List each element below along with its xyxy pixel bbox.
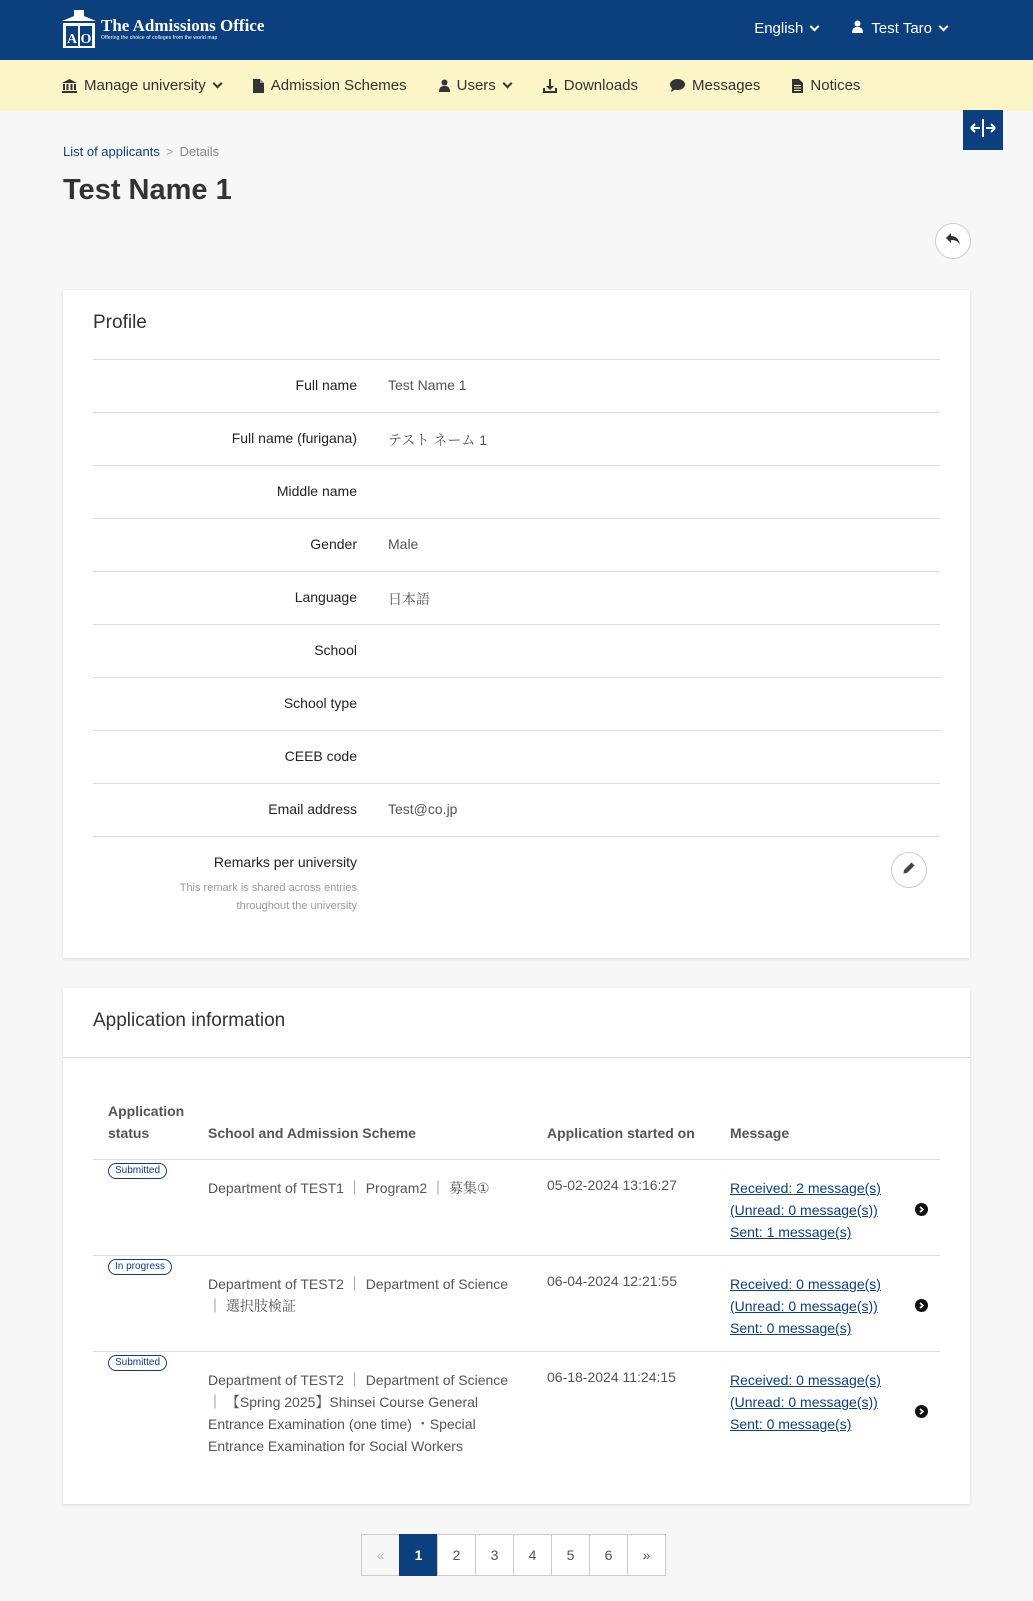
pagination-page[interactable]: 6 (589, 1534, 628, 1576)
scheme-text: Department of TEST2 ｜ Department of Science ｜ 【Spring 2025】Shinsei Course General Entrance Examination (one time) ・Special Entrance Examination for Social Workers (208, 1372, 509, 1454)
status-badge: Submitted (108, 1355, 167, 1371)
user-icon (852, 20, 863, 37)
nav-admission-schemes[interactable] (253, 77, 407, 94)
svg-text:O: O (80, 32, 92, 47)
field-label: Middle name (276, 483, 357, 499)
logo-icon (62, 10, 96, 48)
profile-row (93, 412, 940, 465)
table-header (93, 1095, 940, 1160)
field-label: Language (294, 589, 357, 605)
received-link[interactable]: Received: 2 message(s) (730, 1180, 881, 1196)
sent-link[interactable]: Sent: 0 message(s) (730, 1320, 852, 1336)
breadcrumb-current: Details (179, 144, 220, 159)
message-links (730, 1369, 881, 1435)
application-info-card (63, 988, 970, 1504)
chevron-down-icon (810, 22, 820, 32)
page-title: Test Name 1 (63, 174, 232, 206)
started-date: 06-04-2024 12:21:55 (547, 1273, 677, 1289)
chevron-right-circle-icon[interactable] (915, 1405, 928, 1418)
profile-row (93, 624, 940, 677)
table-row (93, 1256, 940, 1352)
nav-manage-university[interactable] (62, 77, 221, 94)
received-link[interactable]: Received: 0 message(s) (730, 1372, 881, 1388)
nav-label: Messages (692, 77, 761, 94)
pencil-icon (903, 861, 915, 879)
field-label: Email address (268, 801, 357, 817)
nav-label: Admission Schemes (270, 77, 407, 94)
remarks-note: This remark is shared across entries throughout the university (179, 882, 357, 912)
nav-label: Manage university (84, 77, 206, 94)
header-message: Message (730, 1125, 790, 1141)
received-link[interactable]: Received: 0 message(s) (730, 1276, 881, 1292)
chevron-down-icon (939, 22, 949, 32)
language-label: English (754, 20, 804, 37)
divider (63, 1057, 970, 1058)
remarks-row (93, 836, 940, 961)
applications-table (93, 1095, 940, 1471)
field-label: School type (283, 695, 357, 711)
field-label: Full name (295, 377, 357, 393)
profile-card (63, 290, 970, 958)
field-value: Test@co.jp (388, 801, 458, 817)
pagination-page[interactable]: 3 (475, 1534, 514, 1576)
sent-link[interactable]: Sent: 0 message(s) (730, 1416, 852, 1432)
table-row (93, 1352, 940, 1471)
message-links (730, 1273, 881, 1339)
user-menu[interactable] (852, 20, 947, 37)
remarks-label: Remarks per university (213, 854, 357, 870)
unread-link[interactable]: (Unread: 0 message(s)) (730, 1298, 878, 1314)
field-label: School (314, 642, 357, 658)
pagination-page[interactable]: 4 (513, 1534, 552, 1576)
main-nav (0, 60, 1033, 111)
scheme-text: Department of TEST1 ｜ Program2 ｜ 募集① (208, 1180, 490, 1196)
field-value: Test Name 1 (388, 377, 467, 393)
nav-users[interactable] (439, 77, 511, 94)
pagination (362, 1534, 666, 1576)
user-name: Test Taro (871, 20, 932, 37)
pagination-prev[interactable]: « (361, 1534, 400, 1576)
language-selector[interactable] (754, 20, 818, 37)
nav-downloads[interactable] (543, 77, 638, 94)
svg-text:A: A (66, 32, 78, 47)
profile-row (93, 730, 940, 783)
breadcrumb (63, 144, 219, 159)
profile-row (93, 783, 940, 836)
expand-arrows-icon (969, 118, 997, 143)
download-icon (543, 79, 557, 93)
profile-title: Profile (93, 312, 147, 333)
status-badge: In progress (108, 1259, 172, 1275)
field-value: Male (388, 536, 419, 552)
profile-row (93, 571, 940, 624)
scheme-text: Department of TEST2 ｜ Department of Science ｜ 選択肢検証 (208, 1276, 509, 1314)
header-started: Application started on (547, 1125, 695, 1141)
unread-link[interactable]: (Unread: 0 message(s)) (730, 1394, 878, 1410)
nav-notices[interactable] (792, 77, 860, 94)
nav-label: Downloads (563, 77, 639, 94)
field-value: テスト ネーム 1 (388, 432, 488, 448)
top-header (0, 0, 1033, 60)
application-info-title: Application information (93, 1010, 286, 1031)
header-status: Application status (108, 1103, 185, 1141)
bank-icon (62, 79, 77, 93)
logo-subtitle: Offering the choice of colleges from the world map (101, 34, 218, 41)
pagination-page[interactable]: 1 (399, 1534, 438, 1576)
field-label: Full name (furigana) (231, 430, 357, 446)
chevron-down-icon (212, 79, 222, 89)
user-icon (439, 79, 450, 92)
sent-link[interactable]: Sent: 1 message(s) (730, 1224, 852, 1240)
notice-icon (792, 79, 803, 93)
profile-row (93, 677, 940, 730)
back-button[interactable] (935, 223, 971, 259)
unread-link[interactable]: (Unread: 0 message(s)) (730, 1202, 878, 1218)
edit-remarks-button[interactable] (891, 852, 927, 888)
logo-title: The Admissions Office (101, 15, 265, 35)
profile-row (93, 465, 940, 518)
field-label: CEEB code (284, 748, 357, 764)
profile-table (93, 359, 940, 961)
logo[interactable] (62, 10, 264, 48)
header-scheme: School and Admission Scheme (208, 1125, 416, 1141)
table-row (93, 1160, 940, 1256)
chevron-right-circle-icon[interactable] (915, 1203, 928, 1216)
profile-row (93, 359, 940, 412)
chevron-right-circle-icon[interactable] (915, 1299, 928, 1312)
reply-arrow-icon (946, 232, 960, 250)
field-value: 日本語 (388, 591, 430, 607)
status-badge: Submitted (108, 1163, 167, 1179)
started-date: 05-02-2024 13:16:27 (547, 1177, 677, 1193)
started-date: 06-18-2024 11:24:15 (547, 1369, 676, 1385)
field-label: Gender (310, 536, 357, 552)
message-links (730, 1177, 881, 1243)
pagination-page[interactable]: 2 (437, 1534, 476, 1576)
document-icon (253, 79, 264, 93)
breadcrumb-separator: > (165, 144, 174, 159)
chat-icon (670, 79, 685, 92)
profile-row (93, 518, 940, 571)
expand-width-button[interactable] (963, 110, 1003, 150)
pagination-page[interactable]: 5 (551, 1534, 590, 1576)
chevron-down-icon (502, 79, 512, 89)
nav-label: Notices (810, 77, 861, 94)
breadcrumb-parent-link[interactable]: List of applicants (63, 144, 160, 159)
nav-messages[interactable] (670, 77, 760, 94)
nav-label: Users (456, 77, 496, 94)
pagination-next[interactable]: » (627, 1534, 666, 1576)
